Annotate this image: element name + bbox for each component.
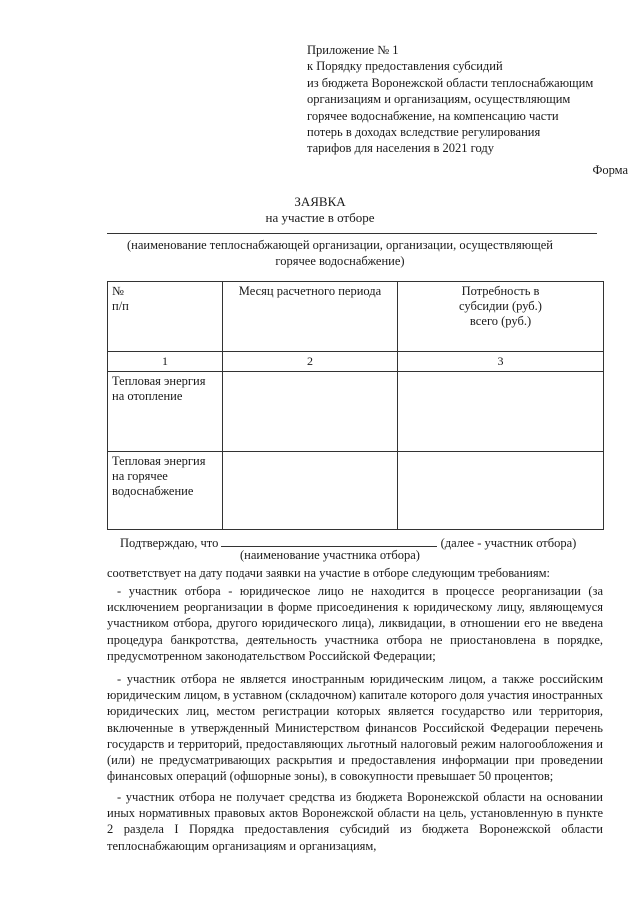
appendix-line: Приложение № 1: [307, 43, 399, 57]
row-month-cell[interactable]: [223, 452, 398, 530]
participant-name-field[interactable]: [221, 534, 437, 547]
row-need-cell[interactable]: [398, 452, 604, 530]
table-row: [108, 452, 604, 530]
appendix-line: из бюджета Воронежской области теплоснабжающим: [307, 75, 594, 90]
participant-caption: (наименование участника отбора): [240, 548, 420, 562]
appendix-line: тарифов для населения в 2021 году: [307, 141, 494, 156]
table-header-row: [108, 282, 604, 352]
org-caption-line: горячее водоснабжение): [275, 254, 405, 268]
row-label: Тепловая энергия на горячее водоснабжение: [108, 452, 223, 530]
form-label: Форма: [592, 163, 628, 177]
document-subtitle: на участие в отборе: [265, 210, 375, 225]
requirement-paragraph: - участник отбора - юридическое лицо не находится в процессе реорганизации (за исключением реорганизации в форме присоединения к юридическому лицу, являющемуся участником отбора, другого юридического лица), ликвидации, в отношении его не введена процедура банкротства, деятельность участника отбора не приостановлена в порядке, предусмотренном законодательством Российской Федерации;: [107, 584, 603, 663]
requirement-paragraph: - участник отбора не является иностранным юридическим лицом, а также российским юридическим лицом, в уставном (складочном) капитале которого доля участия иностранных юридических лиц, местом регистрации которых является государство или территория, включенные в утвержденный Министерством финансов Российской Федерации перечень государств и территорий, предоставляющих льготный налоговый режим налогообложения и (или) не предусматривающих раскрытия и предоставления информации при проведении финансовых операций (офшорные зоны), в совокупности превышает 50 процентов;: [107, 672, 604, 784]
confirm-line2: соответствует на дату подачи заявки на участие в отборе следующим требованиям:: [107, 566, 550, 580]
appendix-line: горячее водоснабжение, на компенсацию части: [307, 108, 559, 123]
subsidy-table: [107, 281, 604, 530]
table-row: [108, 372, 604, 452]
col-number: 2: [223, 352, 398, 372]
appendix-line: потерь в доходах вследствие регулирования: [307, 125, 541, 140]
row-month-cell[interactable]: [223, 372, 398, 452]
appendix-line: к Порядку предоставления субсидий: [307, 59, 503, 74]
org-caption-line: (наименование теплоснабжающей организации, организации, осуществляющей: [126, 238, 553, 252]
row-label: Тепловая энергия на отопление: [108, 372, 223, 452]
header-need: Потребность в субсидии (руб.) всего (руб.): [398, 282, 604, 352]
col-number: 1: [108, 352, 223, 372]
org-name-line: [107, 233, 597, 234]
requirement-paragraph: - участник отбора не получает средства из бюджета Воронежской области на основании иных нормативных правовых актов Воронежской области на цель, установленную в пункте 2 раздела I Порядка предоставления субсидий из бюджета Воронежской области теплоснабжающим организациям и организациям,: [107, 790, 603, 853]
row-need-cell[interactable]: [398, 372, 604, 452]
document-title: ЗАЯВКА: [294, 194, 346, 209]
header-month: Месяц расчетного периода: [223, 282, 398, 352]
confirm-suffix: (далее - участник отбора): [440, 536, 577, 550]
col-number: 3: [398, 352, 604, 372]
column-number-row: [108, 352, 604, 372]
org-name-caption: [100, 237, 580, 269]
header-number: № п/п: [108, 282, 223, 352]
confirm-prefix: Подтверждаю, что: [120, 536, 219, 550]
appendix-block: [307, 42, 627, 157]
appendix-line: организациям и организациям, осуществляющим: [307, 92, 571, 107]
